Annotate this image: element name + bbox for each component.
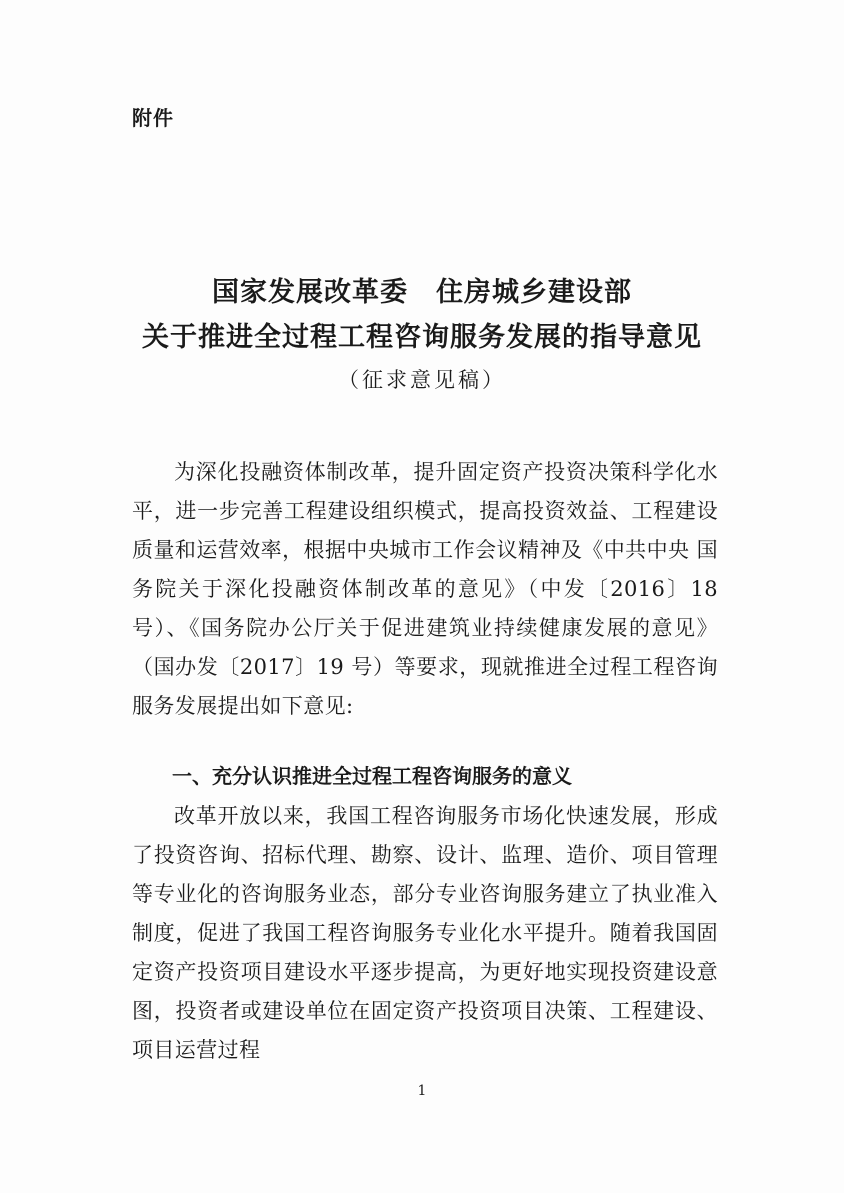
section1-paragraph-block bbox=[132, 797, 718, 1070]
section1-paragraph: 改革开放以来，我国工程咨询服务市场化快速发展，形成了投资咨询、招标代理、勘察、设计、监理、造价、项目管理等专业化的咨询服务业态，部分专业咨询服务建立了执业准入制度，促进了我国工程咨询服务专业化水平提升。随着我国固定资产投资项目建设水平逐步提高，为更好地实现投资建设意图，投资者或建设单位在固定资产投资项目决策、工程建设、项目运营过程 bbox=[132, 804, 718, 1062]
page-number: 1 bbox=[417, 1083, 427, 1099]
draft-note: （征求意见稿） bbox=[338, 368, 506, 392]
document-title-line1: 国家发展改革委 住房城乡建设部 bbox=[212, 277, 632, 308]
document-title-line2: 关于推进全过程工程咨询服务发展的指导意见 bbox=[142, 322, 702, 353]
intro-paragraph-block bbox=[132, 453, 718, 726]
section1-heading: 一、充分认识推进全过程工程咨询服务的意义 bbox=[172, 764, 572, 788]
intro-paragraph: 为深化投融资体制改革，提升固定资产投资决策科学化水平，进一步完善工程建设组织模式，提高投资效益、工程建设质量和运营效率，根据中央城市工作会议精神及《中共中央 国务院关于深化投融资体制改革的意见》（中发〔2016〕18 号）、《国务院办公厅关于促进建筑业持续健康发展的意见》（国办发〔2017〕19 号）等要求，现就推进全过程工程咨询服务发展提出如下意见: bbox=[132, 460, 718, 718]
attachment-label: 附件 bbox=[132, 106, 174, 130]
